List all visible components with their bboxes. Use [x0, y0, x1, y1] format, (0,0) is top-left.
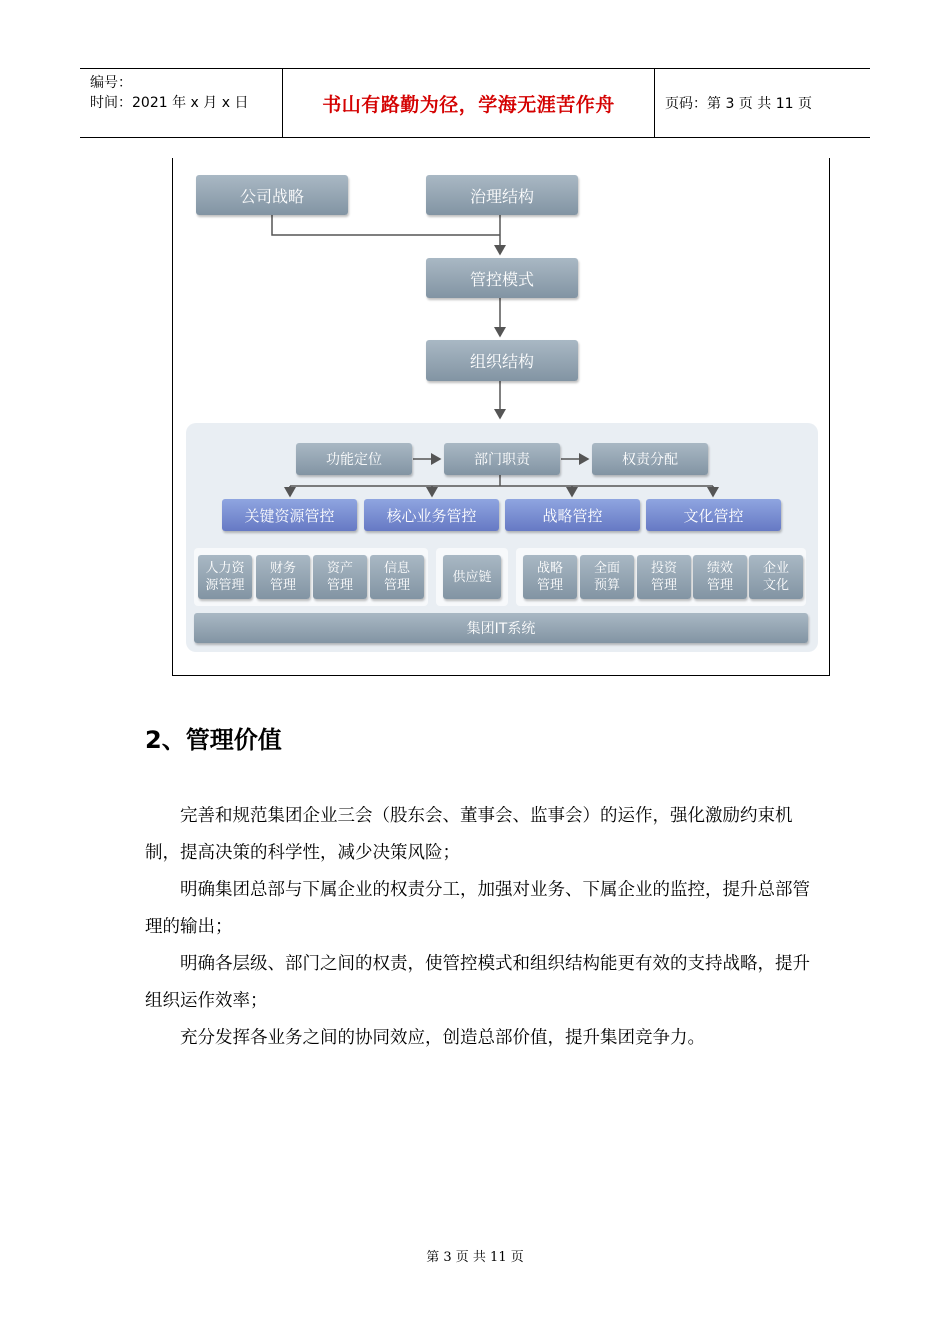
box-full-budget: 全面 预算: [580, 555, 634, 599]
box-performance-management: 绩效 管理: [693, 555, 747, 599]
box-key-resource-control: 关键资源管控: [222, 499, 357, 531]
page-footer: 第 3 页 共 11 页: [426, 1250, 524, 1265]
box-governance-structure: 治理结构: [426, 175, 578, 215]
box-core-business-control: 核心业务管控: [364, 499, 499, 531]
box-strategy-management: 战略 管理: [523, 555, 577, 599]
section-title: 2、管理价值: [145, 726, 282, 754]
page-label: 页码：第 3 页 共 11 页: [665, 96, 812, 112]
paragraph-1: 完善和规范集团企业三会（股东会、董事会、监事会）的运作，强化激励约束机制，提高决策的科学性，减少决策风险；: [145, 806, 793, 863]
paragraph-4: 充分发挥各业务之间的协同效应，创造总部价值，提升集团竞争力。: [180, 1028, 705, 1048]
box-strategy-control: 战略管控: [505, 499, 640, 531]
box-hr-management: 人力资 源管理: [198, 555, 252, 599]
motto-text: 书山有路勤为径，学海无涯苦作舟: [322, 93, 615, 116]
box-investment-management: 投资 管理: [637, 555, 691, 599]
box-org-structure: 组织结构: [426, 340, 578, 381]
box-authority-allocation: 权责分配: [592, 443, 708, 475]
box-asset-management: 资产 管理: [313, 555, 367, 599]
paragraph-2: 明确集团总部与下属企业的权责分工，加强对业务、下属企业的监控，提升总部管理的输出；: [145, 880, 810, 937]
paragraph-3: 明确各层级、部门之间的权责，使管控模式和组织结构能更有效的支持战略，提升组织运作效率；: [145, 954, 810, 1011]
box-dept-duties: 部门职责: [444, 443, 560, 475]
box-group-it-system: 集团IT系统: [194, 613, 808, 643]
box-control-mode: 管控模式: [426, 258, 578, 298]
box-supply-chain: 供应链: [443, 555, 501, 599]
box-function-positioning: 功能定位: [296, 443, 412, 475]
box-corporate-culture: 企业 文化: [749, 555, 803, 599]
number-label: 编号：: [90, 75, 132, 91]
box-company-strategy: 公司战略: [196, 175, 348, 215]
box-finance-management: 财务 管理: [256, 555, 310, 599]
time-label: 时间：2021 年 x 月 x 日: [90, 95, 249, 111]
box-info-management: 信息 管理: [370, 555, 424, 599]
box-culture-control: 文化管控: [646, 499, 781, 531]
